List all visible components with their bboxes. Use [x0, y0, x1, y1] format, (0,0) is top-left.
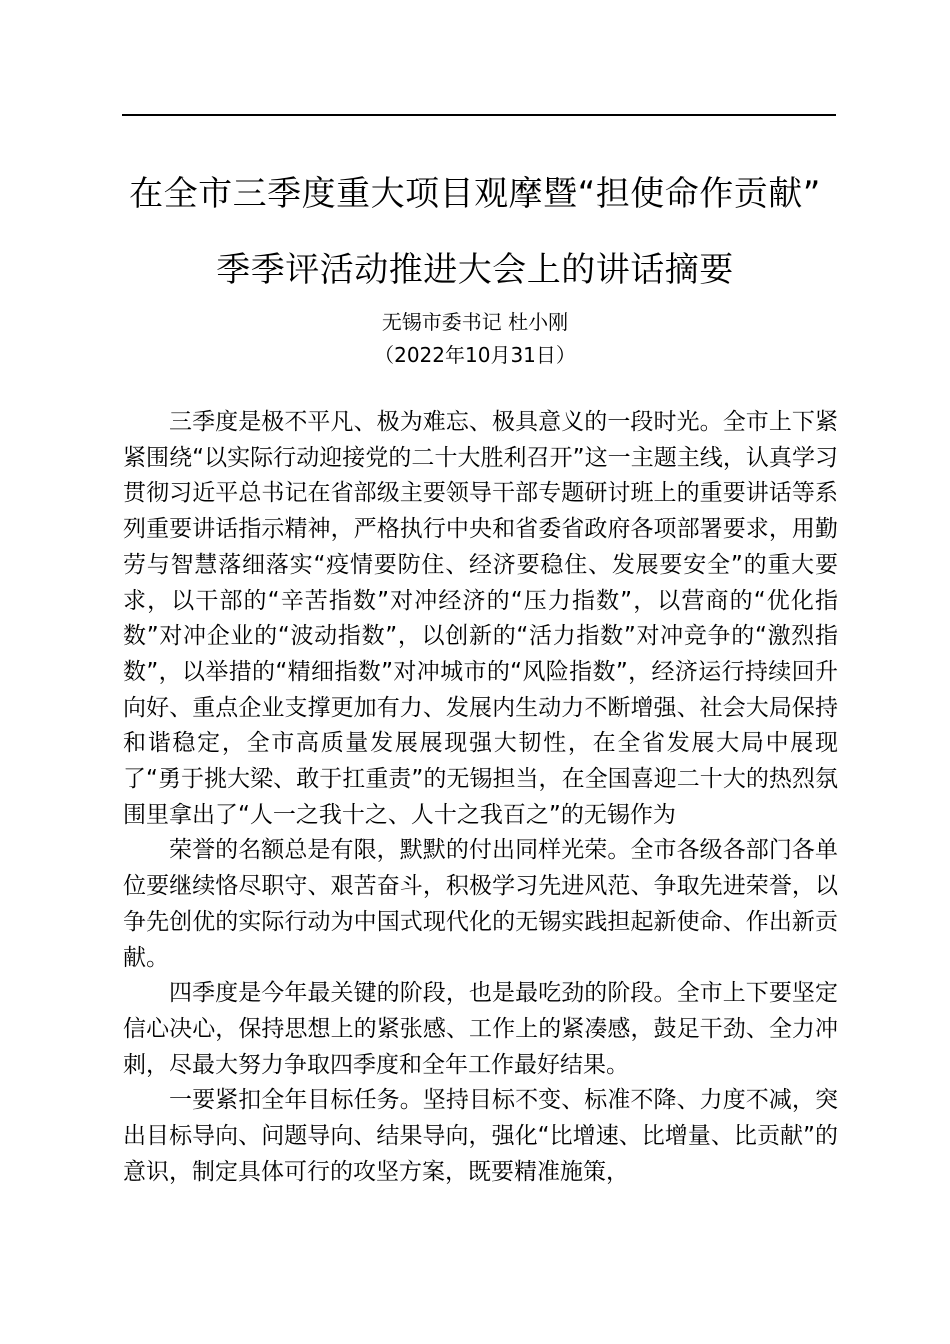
document-body: [123, 405, 838, 1190]
paragraph: 一要紧扣全年目标任务。坚持目标不变、标准不降、力度不减，突出目标导向、问题导向、结果导向，强化“比增速、比增量、比贡献”的意识，制定具体可行的攻坚方案，既要精准施策，: [123, 1087, 838, 1185]
header-rule: [122, 114, 836, 116]
paragraph: 荣誉的名额总是有限，默默的付出同样光荣。全市各级各部门各单位要继续恪尽职守、艰苦奋斗，积极学习先进风范、争取先进荣誉，以争先创优的实际行动为中国式现代化的无锡实践担起新使命、作出新贡献。: [123, 837, 838, 971]
date-line: （2022年10月31日）: [374, 343, 576, 367]
document-title-line-2: 季季评活动推进大会上的讲话摘要: [216, 250, 734, 290]
paragraph: 三季度是极不平凡、极为难忘、极具意义的一段时光。全市上下紧紧围绕“以实际行动迎接党的二十大胜利召开”这一主题主线，认真学习贯彻习近平总书记在省部级主要领导干部专题研讨班上的重要讲话等系列重要讲话指示精神，严格执行中央和省委省政府各项部署要求，用勤劳与智慧落细落实“疫情要防住、经济要稳住、发展要安全”的重大要求，以干部的“辛苦指数”对冲经济的“压力指数”，以营商的“优化指数”对冲企业的“波动指数”，以创新的“活力指数”对冲竞争的“激烈指数”，以举措的“精细指数”对冲城市的“风险指数”，经济运行持续回升向好、重点企业支撑更加有力、发展内生动力不断增强、社会大局保持和谐稳定，全市高质量发展展现强大韧性，在全省发展大局中展现了“勇于挑大梁、敢于扛重责”的无锡担当，在全国喜迎二十大的热烈氛围里拿出了“人一之我十之、人十之我百之”的无锡作为: [123, 409, 838, 828]
document-title-line-1: 在全市三季度重大项目观摩暨“担使命作贡献”: [129, 174, 821, 214]
author-line: 无锡市委书记 杜小刚: [381, 310, 569, 334]
paragraph: 四季度是今年最关键的阶段，也是最吃劲的阶段。全市上下要坚定信心决心，保持思想上的紧张感、工作上的紧凑感，鼓足干劲、全力冲刺，尽最大努力争取四季度和全年工作最好结果。: [123, 980, 838, 1078]
